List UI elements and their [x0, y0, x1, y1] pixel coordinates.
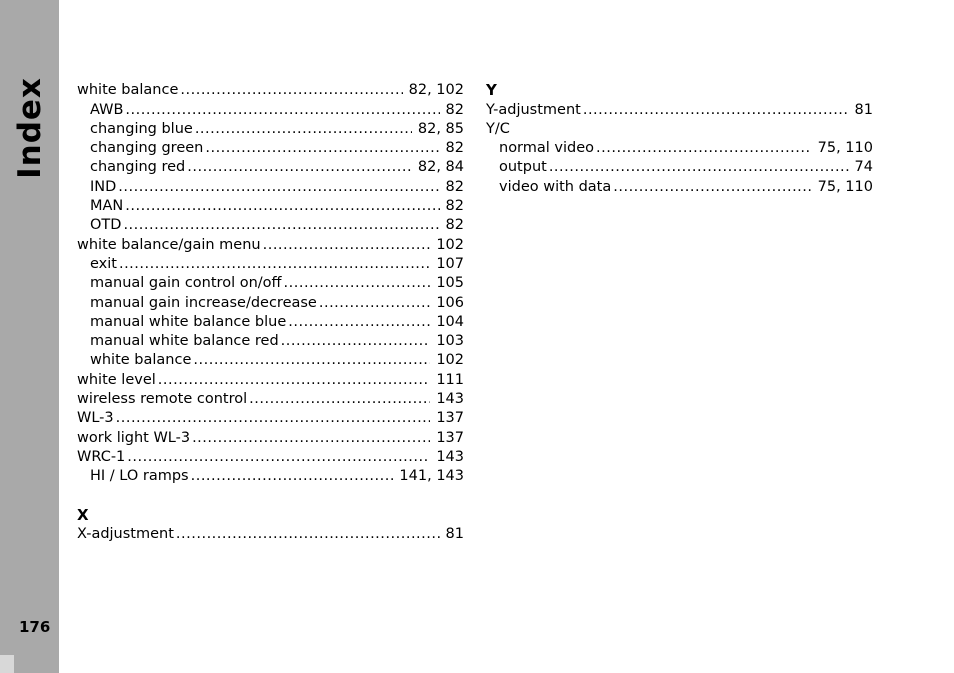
index-term: changing blue	[90, 120, 193, 137]
index-page-ref: 82, 102	[408, 82, 464, 99]
index-term: manual white balance red	[90, 333, 279, 350]
index-term: white level	[77, 371, 156, 388]
index-page-ref: 141, 143	[399, 468, 464, 485]
index-term: output	[499, 159, 547, 176]
dot-leader	[117, 255, 430, 274]
index-term: MAN	[90, 198, 124, 215]
index-term: HI / LO ramps	[90, 468, 189, 485]
index-term: white balance	[77, 82, 179, 99]
dot-leader	[594, 139, 812, 158]
dot-leader	[279, 332, 431, 351]
index-page-ref: 75, 110	[817, 140, 873, 157]
index-page-ref: 143	[436, 448, 464, 465]
index-term: work light WL-3	[77, 429, 191, 446]
index-term: manual gain increase/decrease	[90, 294, 317, 311]
index-term: OTD	[90, 217, 122, 234]
index-entry	[77, 177, 464, 196]
index-page-ref: 82	[445, 217, 464, 234]
index-page-ref: 137	[436, 410, 464, 427]
dot-leader	[185, 158, 412, 177]
corner-tab	[0, 655, 14, 673]
index-term: AWB	[90, 101, 124, 118]
dot-leader	[581, 101, 849, 120]
page-number: 176	[19, 618, 51, 636]
index-entry	[77, 525, 464, 544]
dot-leader	[114, 409, 431, 428]
index-page-ref: 82	[445, 140, 464, 157]
index-letter-heading: X	[77, 505, 89, 524]
index-entry	[77, 100, 464, 119]
index-page-ref: 82	[445, 101, 464, 118]
dot-leader	[286, 313, 430, 332]
index-page-ref: 143	[436, 391, 464, 408]
index-page-ref: 81	[854, 101, 873, 118]
index-entry	[77, 120, 464, 139]
index-term: WRC-1	[77, 448, 126, 465]
index-term: Y-adjustment	[486, 101, 581, 118]
dot-leader	[116, 178, 439, 197]
index-page-ref: 102	[436, 236, 464, 253]
index-column-right	[486, 81, 873, 197]
section-title: Index	[12, 77, 48, 179]
index-term: wireless remote control	[77, 391, 248, 408]
index-entry	[77, 448, 464, 467]
index-term: IND	[90, 178, 117, 195]
index-page-ref: 82, 85	[417, 120, 464, 137]
index-page-ref: 105	[436, 275, 464, 292]
dot-leader	[125, 448, 430, 467]
dot-leader	[156, 371, 431, 390]
index-page-ref: 81	[445, 526, 464, 543]
dot-leader	[282, 274, 431, 293]
index-term: manual gain control on/off	[90, 275, 282, 292]
index-entry	[77, 409, 464, 428]
dot-leader	[247, 390, 430, 409]
index-page-ref: 82	[445, 198, 464, 215]
index-entry	[77, 351, 464, 370]
dot-leader	[190, 429, 430, 448]
index-page-ref: 82	[445, 178, 464, 195]
index-term: Y/C	[486, 120, 510, 137]
index-entry	[486, 139, 873, 158]
index-entry	[77, 81, 464, 100]
dot-leader	[174, 525, 440, 544]
dot-leader	[611, 178, 811, 197]
index-page-ref: 107	[436, 255, 464, 272]
dot-leader	[178, 81, 402, 100]
index-entry	[77, 293, 464, 312]
index-term: video with data	[499, 178, 612, 195]
index-term: changing green	[90, 140, 204, 157]
index-term: changing red	[90, 159, 186, 176]
index-entry	[486, 177, 873, 196]
index-entry	[77, 158, 464, 177]
index-page-ref: 106	[436, 294, 464, 311]
index-page-ref: 75, 110	[817, 178, 873, 195]
index-term: manual white balance blue	[90, 313, 287, 330]
index-page-ref: 104	[436, 313, 464, 330]
index-heading	[486, 120, 873, 139]
index-term: normal video	[499, 140, 595, 157]
index-entry	[77, 467, 464, 486]
dot-leader	[261, 236, 431, 255]
index-entry	[77, 216, 464, 235]
dot-leader	[547, 158, 849, 177]
index-term: exit	[90, 255, 117, 272]
index-term: white balance	[90, 352, 192, 369]
index-page-ref: 137	[436, 429, 464, 446]
index-entry	[77, 274, 464, 293]
index-column-left	[77, 81, 464, 544]
index-entry	[77, 197, 464, 216]
dot-leader	[123, 197, 439, 216]
index-entry	[77, 370, 464, 389]
index-page-ref: 74	[854, 159, 873, 176]
sidebar	[0, 0, 59, 673]
index-entry	[77, 139, 464, 158]
index-page-ref: 111	[436, 371, 464, 388]
dot-leader	[121, 216, 439, 235]
dot-leader	[191, 351, 430, 370]
index-letter-heading: Y	[486, 81, 497, 99]
dot-leader	[203, 139, 439, 158]
index-entry	[77, 255, 464, 274]
index-entry	[77, 428, 464, 447]
index-entry	[77, 235, 464, 254]
dot-leader	[189, 467, 394, 486]
index-term: WL-3	[77, 410, 114, 427]
dot-leader	[123, 101, 439, 120]
index-term: white balance/gain menu	[77, 236, 261, 253]
dot-leader	[193, 120, 412, 139]
index-page-ref: 102	[436, 352, 464, 369]
spacer	[77, 486, 464, 505]
index-entry	[77, 390, 464, 409]
index-entry	[77, 332, 464, 351]
index-page-ref: 103	[436, 333, 464, 350]
index-entry	[486, 100, 873, 119]
dot-leader	[317, 294, 430, 313]
index-page-ref: 82, 84	[417, 159, 464, 176]
index-entry	[486, 158, 873, 177]
index-entry	[77, 313, 464, 332]
index-term: X-adjustment	[77, 526, 174, 543]
